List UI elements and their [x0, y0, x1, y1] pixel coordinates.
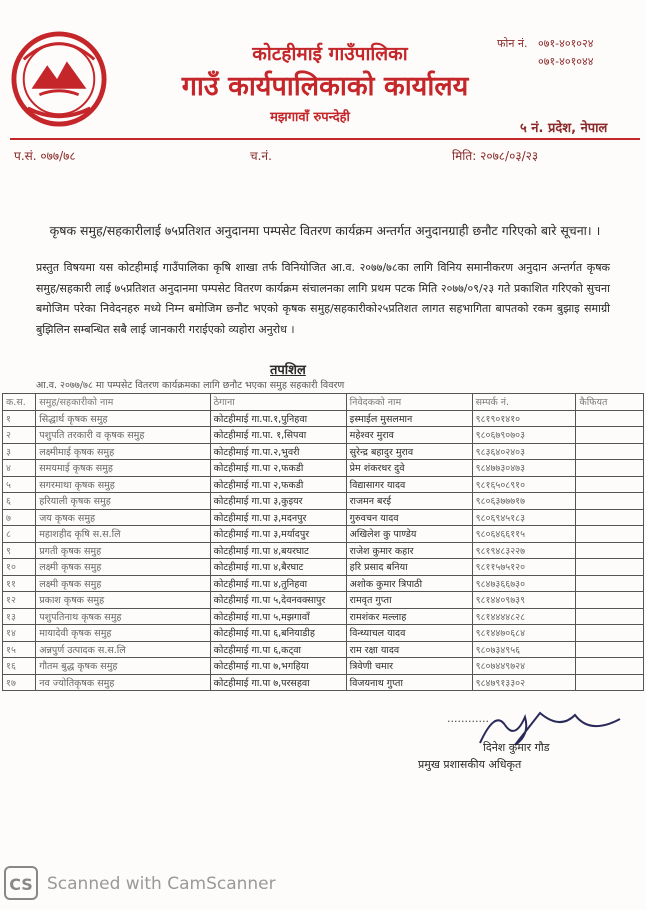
column-header: निवेदकको नाम: [346, 394, 472, 411]
serial-number-cell: ५: [3, 476, 36, 493]
group-name-cell: सिद्धार्थ कृषक समुह: [36, 410, 210, 427]
table-row: [3, 592, 644, 609]
address-cell: कोटहीमाई गा.पा ४,बैरघाट: [210, 559, 346, 576]
contact-cell: ९८४७९१३३०२: [472, 674, 576, 691]
remarks-cell: [576, 641, 644, 658]
table-row: [3, 427, 644, 444]
signatory-name: दिनेश कुमार गौड: [483, 741, 550, 754]
signature-line: ............: [447, 712, 489, 725]
serial-number-cell: १७: [3, 674, 36, 691]
column-header: ठेगाना: [210, 394, 346, 411]
address-cell: कोटहीमाई गा.पा.२,भुवरी: [210, 443, 346, 460]
serial-number-cell: ११: [3, 575, 36, 592]
notice-subject: कृषक समुह/सहकारीलाई ७५प्रतिशत अनुदानमा पम्पसेट वितरण कार्यक्रम अन्तर्गत अनुदानग्राही छनौट गरिएको बारे सूचना। ।: [49, 223, 601, 238]
dispatch-number: च.नं.: [250, 149, 272, 163]
contact-cell: ९८४७३६६७३०: [472, 575, 576, 592]
province-label: ५ नं. प्रदेश, नेपाल: [520, 121, 608, 136]
group-name-cell: सगरमाथा कृषक समुह: [36, 476, 210, 493]
contact-cell: ९८१४४७०६८४: [472, 625, 576, 642]
signatory-role: प्रमुख प्रशासकीय अधिकृत: [418, 758, 522, 771]
remarks-cell: [576, 443, 644, 460]
applicant-cell: सुरेन्द्र बहादुर मुराव: [346, 443, 472, 460]
applicant-cell: विजयनाथ गुप्ता: [346, 674, 472, 691]
address-cell: कोटहीमाई गा.पा २,फकडी: [210, 476, 346, 493]
applicant-cell: महेश्वर मुराव: [346, 427, 472, 444]
contact-cell: ९८११५७५१२०: [472, 559, 576, 576]
contact-cell: ९८०७३४९५६: [472, 641, 576, 658]
group-name-cell: समयमाई कृषक समुह: [36, 460, 210, 477]
camscanner-logo-icon: CS: [4, 866, 38, 900]
table-row: [3, 641, 644, 658]
municipality-name: कोटहीमाई गाउँपालिका: [252, 43, 408, 65]
office-title: गाउँ कार्यपालिकाको कार्यालय: [181, 71, 469, 102]
remarks-cell: [576, 674, 644, 691]
remarks-cell: [576, 608, 644, 625]
serial-number-cell: १०: [3, 559, 36, 576]
serial-number-cell: १४: [3, 625, 36, 642]
remarks-cell: [576, 460, 644, 477]
applicant-cell: प्रेम शंकरधर दुवे: [346, 460, 472, 477]
table-row: [3, 658, 644, 675]
table-row: [3, 542, 644, 559]
serial-number-cell: १५: [3, 641, 36, 658]
address-cell: कोटहीमाई गा.पा ४,बयरघाट: [210, 542, 346, 559]
contact-cell: ९८०६७९०७०३: [472, 427, 576, 444]
remarks-cell: [576, 625, 644, 642]
table-row: [3, 674, 644, 691]
address-cell: कोटहीमाई गा.पा ३,मर्यादपुर: [210, 526, 346, 543]
table-row: [3, 460, 644, 477]
group-name-cell: गौतम बुद्ध कृषक समुह: [36, 658, 210, 675]
contact-cell: ९८१४४४४८२८: [472, 608, 576, 625]
address-cell: कोटहीमाई गा.पा ३,मदनपुर: [210, 509, 346, 526]
nepal-emblem-icon: [10, 30, 108, 128]
contact-cell: ९८१४४०९७३९: [472, 592, 576, 609]
office-location: मझगावाँ रुपन्देही: [270, 110, 350, 125]
table-row: [3, 443, 644, 460]
address-cell: कोटहीमाई गा.पा ७,भगहिया: [210, 658, 346, 675]
group-name-cell: नव ज्योतिकृषक समुह: [36, 674, 210, 691]
serial-number-cell: ३: [3, 443, 36, 460]
serial-number-cell: ४: [3, 460, 36, 477]
applicant-cell: अशोक कुमार त्रिपाठी: [346, 575, 472, 592]
serial-number-cell: ८: [3, 526, 36, 543]
applicant-cell: राम रक्षा यादव: [346, 641, 472, 658]
applicant-cell: इस्माईल मुसलमान: [346, 410, 472, 427]
remarks-cell: [576, 509, 644, 526]
applicant-cell: गुरुवचन यादव: [346, 509, 472, 526]
phone-label: फोन नं.: [497, 37, 528, 50]
table-row: [3, 476, 644, 493]
applicant-cell: अखिलेश कु पाण्डेय: [346, 526, 472, 543]
table-row: [3, 509, 644, 526]
group-name-cell: प्रकाश कृषक समुह: [36, 592, 210, 609]
contact-cell: ९८४७७३०४७३: [472, 460, 576, 477]
serial-number-cell: ७: [3, 509, 36, 526]
applicant-cell: राजमन बरई: [346, 493, 472, 510]
remarks-cell: [576, 476, 644, 493]
remarks-cell: [576, 575, 644, 592]
table-caption: आ.व. २०७७/७८ मा पम्पसेट वितरण कार्यक्रमका लागि छनौट भएका समुह सहकारी विवरण: [36, 380, 345, 391]
remarks-cell: [576, 658, 644, 675]
group-name-cell: लक्ष्मीमाई कृषक समुह: [36, 443, 210, 460]
column-header: समुह/सहकारीको नाम: [36, 394, 210, 411]
column-header: कैफियत: [576, 394, 644, 411]
group-name-cell: लक्ष्मी कृषक समुह: [36, 559, 210, 576]
address-cell: कोटहीमाई गा.पा ३,कुइयर: [210, 493, 346, 510]
remarks-cell: [576, 526, 644, 543]
column-header: सम्पर्क नं.: [472, 394, 576, 411]
contact-cell: ९८०६९४५१८३: [472, 509, 576, 526]
table-header-row: [3, 394, 644, 411]
address-cell: कोटहीमाई गा.पा ७,परसहवा: [210, 674, 346, 691]
address-cell: कोटहीमाई गा.पा ६,बनियाडीह: [210, 625, 346, 642]
serial-number-cell: १२: [3, 592, 36, 609]
table-row: [3, 493, 644, 510]
group-name-cell: अन्नपुर्ण उत्पादक स.स.लि: [36, 641, 210, 658]
remarks-cell: [576, 410, 644, 427]
remarks-cell: [576, 592, 644, 609]
letterhead-divider: [10, 138, 640, 140]
serial-number-cell: २: [3, 427, 36, 444]
contact-cell: ९८०७४४९७२४: [472, 658, 576, 675]
group-name-cell: जय कृषक समुह: [36, 509, 210, 526]
applicant-cell: राजेश कुमार कहार: [346, 542, 472, 559]
scanner-watermark: Scanned with CamScanner: [47, 874, 276, 894]
table-row: [3, 526, 644, 543]
document-date: मिति: २०७८/०३/२३: [452, 149, 539, 163]
remarks-cell: [576, 559, 644, 576]
group-name-cell: महाशहीद कृषि स.स.लि: [36, 526, 210, 543]
address-cell: कोटहीमाई गा.पा २,फकडी: [210, 460, 346, 477]
remarks-cell: [576, 427, 644, 444]
reference-number: प.सं. ०७७/७८: [14, 149, 76, 163]
group-name-cell: मायादेवी कृषक समुह: [36, 625, 210, 642]
address-cell: कोटहीमाई गा.पा ५,देवनवक्सापुर: [210, 592, 346, 609]
selected-groups-table: [2, 393, 644, 691]
applicant-cell: विद्यासागर यादव: [346, 476, 472, 493]
contact-cell: ९८०६३७७७१७: [472, 493, 576, 510]
contact-cell: ९८३६४०२४०३: [472, 443, 576, 460]
phone-number-2: ०७१-४०१०४४: [538, 55, 594, 68]
address-cell: कोटहीमाई गा.पा. १,सिपवा: [210, 427, 346, 444]
applicant-cell: विन्ध्याचल यादव: [346, 625, 472, 642]
phone-number-1: ०७१-४०१०२४: [538, 37, 594, 50]
serial-number-cell: १: [3, 410, 36, 427]
details-heading: तपशिल: [270, 363, 306, 378]
serial-number-cell: १३: [3, 608, 36, 625]
applicant-cell: हरि प्रसाद बनिया: [346, 559, 472, 576]
table-row: [3, 575, 644, 592]
group-name-cell: लक्ष्मी कृषक समुह: [36, 575, 210, 592]
address-cell: कोटहीमाई गा.पा.१,पुनिहवा: [210, 410, 346, 427]
table-body: [3, 410, 644, 691]
table-row: [3, 608, 644, 625]
contact-cell: ९८१९४८३२२७: [472, 542, 576, 559]
applicant-cell: रामवृत गुप्ता: [346, 592, 472, 609]
remarks-cell: [576, 542, 644, 559]
applicant-cell: रामशंकर मल्लाह: [346, 608, 472, 625]
address-cell: कोटहीमाई गा.पा ५,मझगावाँ: [210, 608, 346, 625]
table-row: [3, 410, 644, 427]
contact-cell: ९८१६५०८९१०: [472, 476, 576, 493]
applicant-cell: त्रिवेणी चमार: [346, 658, 472, 675]
contact-cell: ९८१९०१४१०: [472, 410, 576, 427]
group-name-cell: पशुपतिनाथ कृषक समुह: [36, 608, 210, 625]
group-name-cell: पशुपति तरकारी व कृषक समुह: [36, 427, 210, 444]
serial-number-cell: ६: [3, 493, 36, 510]
table-row: [3, 559, 644, 576]
address-cell: कोटहीमाई गा.पा ६,कट्वा: [210, 641, 346, 658]
group-name-cell: प्रगती कृषक समुह: [36, 542, 210, 559]
group-name-cell: हरियाली कृषक समुह: [36, 493, 210, 510]
remarks-cell: [576, 493, 644, 510]
contact-cell: ९८०६४६६११५: [472, 526, 576, 543]
address-cell: कोटहीमाई गा.पा ४,तुनिहवा: [210, 575, 346, 592]
notice-body: प्रस्तुत विषयमा यस कोटहीमाई गाउँपालिका कृषि शाखा तर्फ विनियोजित आ.व. २०७७/७८का लागि विनिय समानीकरण अनुदान अन्तर्गत कृषक समुह/सहकारी लाई ७५प्रतिशत अनुदानमा पम्पसेट वितरण कार्यक्रम संचालनका लागि प्रथम पटक मिति २०७७/०९/२३ गते प्रकाशित गरिएको सुचना बमोजिम परेका निवेदनहरु मध्ये निम्न बमोजिम छनौट भएको कृषक समुह/सहकारीको२५प्रतिशत लागत सहभागिता बापतको रकम बुझाइ समाग्री बुझिलिन सम्बन्धित सबै लाई जानकारी गराईएको व्यहोरा अनुरोध ।: [36, 261, 610, 336]
table-row: [3, 625, 644, 642]
column-header: क.स.: [3, 394, 36, 411]
serial-number-cell: ९: [3, 542, 36, 559]
serial-number-cell: १६: [3, 658, 36, 675]
